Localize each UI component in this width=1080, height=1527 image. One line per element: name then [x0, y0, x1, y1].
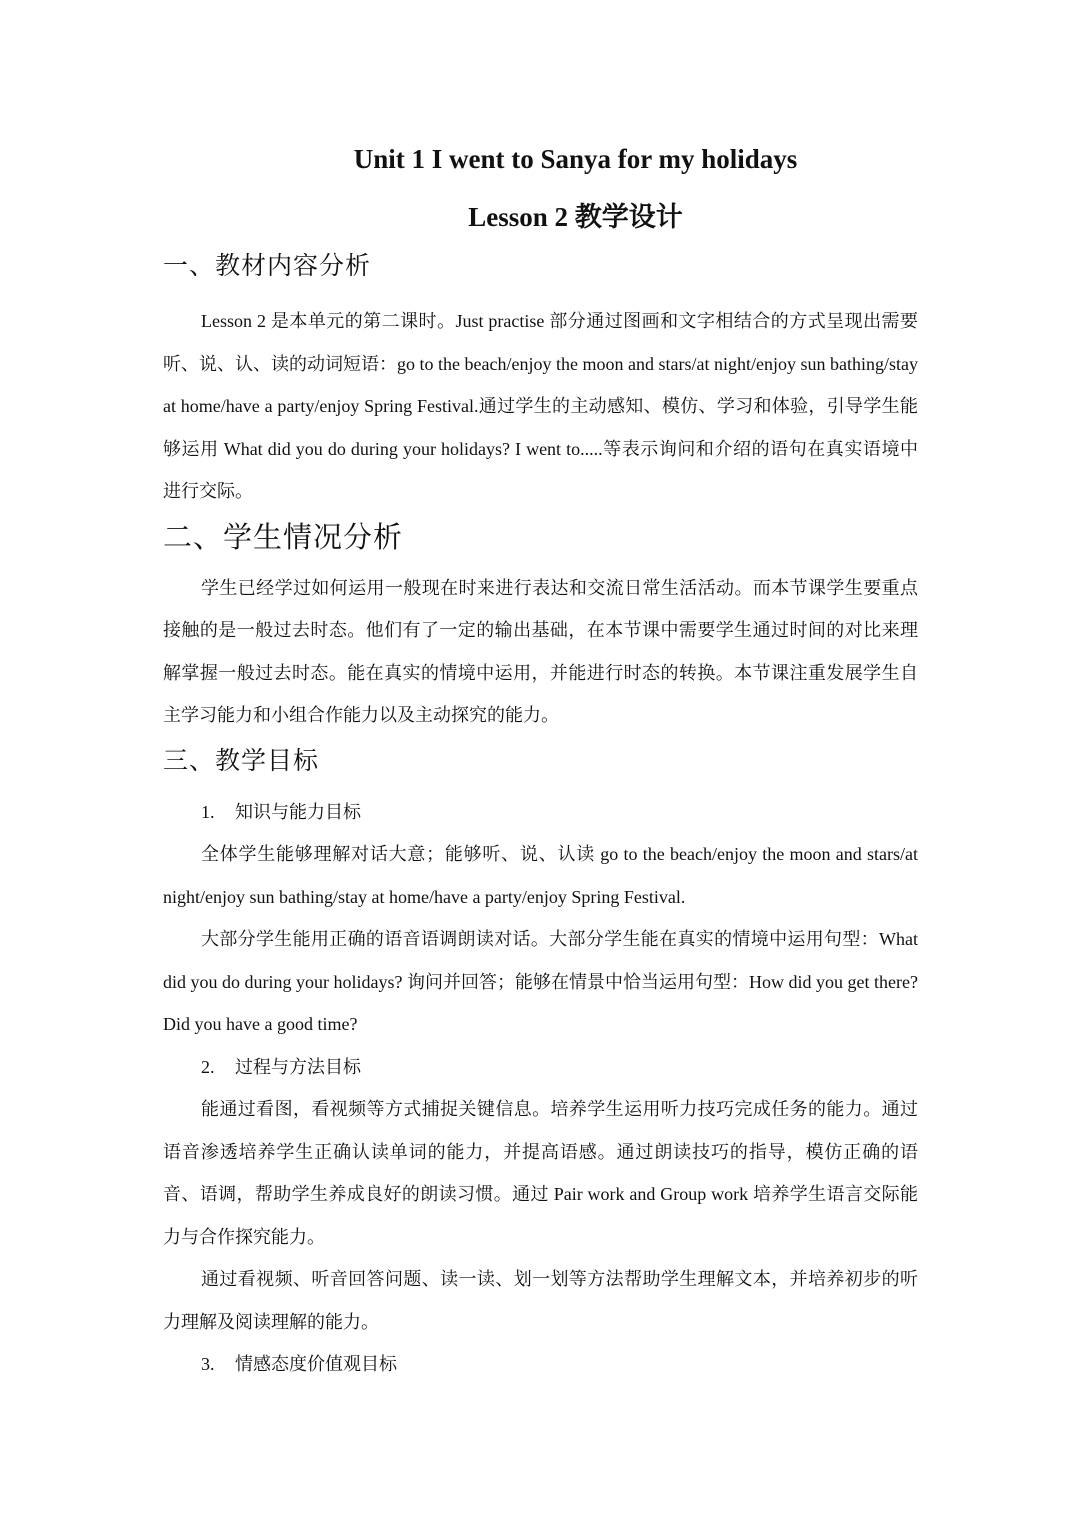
- objective-item-3: [163, 1343, 918, 1386]
- section-heading-2: 二、学生情况分析: [163, 521, 404, 554]
- objective-1-paragraph-2: 大部分学生能用正确的语音语调朗读对话。大部分学生能在真实的情境中运用句型：What did you do during your holidays? 询问并回答；能够在情景中恰当运用句型：How did you get there? Did you have a good time?: [163, 929, 918, 1034]
- objective-item-2: [163, 1046, 918, 1089]
- document-page: [163, 130, 918, 1386]
- objective-item-label: 知识与能力目标: [235, 801, 361, 822]
- document-title: Unit 1 I went to Sanya for my holidays: [353, 144, 798, 174]
- objective-2-paragraph-2: 通过看视频、听音回答问题、读一读、划一划等方法帮助学生理解文本，并培养初步的听力理解及阅读理解的能力。: [163, 1269, 918, 1332]
- objective-2-paragraph-1: 能通过看图，看视频等方式捕捉关键信息。培养学生运用听力技巧完成任务的能力。通过语音渗透培养学生正确认读单词的能力，并提高语感。通过朗读技巧的指导，模仿正确的语音、语调，帮助学生养成良好的朗读习惯。通过 Pair work and Group work 培养学生语言交际能力与合作探究能力。: [163, 1099, 918, 1247]
- section-heading-3: 三、教学目标: [163, 747, 320, 775]
- objective-item-label: 过程与方法目标: [235, 1056, 361, 1077]
- objective-item-label: 情感态度价值观目标: [235, 1354, 397, 1374]
- section-1-paragraph: Lesson 2 是本单元的第二课时。Just practise 部分通过图画和文字相结合的方式呈现出需要听、说、认、读的动词短语：go to the beach/enjoy the moon and stars/at night/enjoy sun bathing/stay at home/have a party/enjoy Spring Festival.通过学生的主动感知、模仿、学习和体验，引导学生能够运用 What did you do during your holidays? I went to.....等表示询问和介绍的语句在真实语境中进行交际。: [163, 311, 918, 501]
- objective-item-number: 1.: [201, 801, 215, 822]
- objective-item-number: 2.: [201, 1056, 215, 1077]
- objective-item-1: [163, 791, 918, 834]
- objective-1-paragraph-1: 全体学生能够理解对话大意；能够听、说、认读 go to the beach/enjoy the moon and stars/at night/enjoy sun bathing/stay at home/have a party/enjoy Spring Festival.: [163, 844, 918, 907]
- section-2-paragraph: 学生已经学过如何运用一般现在时来进行表达和交流日常生活活动。而本节课学生要重点接触的是一般过去时态。他们有了一定的输出基础，在本节课中需要学生通过时间的对比来理解掌握一般过去时态。能在真实的情境中运用，并能进行时态的转换。本节课注重发展学生自主学习能力和小组合作能力以及主动探究的能力。: [163, 577, 918, 725]
- section-heading-1: 一、教材内容分析: [163, 253, 372, 280]
- objective-item-number: 3.: [201, 1354, 215, 1374]
- document-subtitle: Lesson 2 教学设计: [468, 202, 683, 232]
